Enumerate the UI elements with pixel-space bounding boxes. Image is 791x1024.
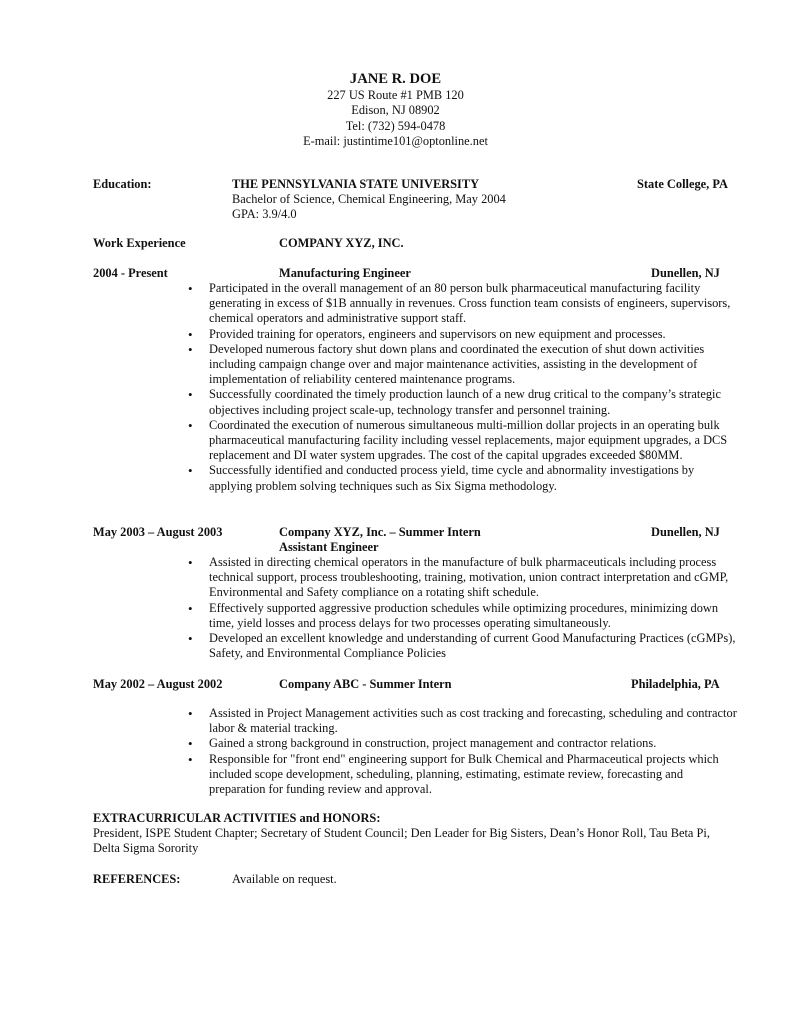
list-item: • Developed numerous factory shut down plans and coordinated the execution of shut down activities including campaign change over and major maintenance activities, assisting in the development of implementation of reliability centered maintenance programs. (209, 342, 739, 388)
list-item: • Coordinated the execution of numerous simultaneous multi-million dollar projects in an operating bulk pharmaceutical manufacturing facility including vessel replacements, major equipment upgrades, a DCS replacement and DI water system upgrades. The cost of the capital upgrades exceeded $80MM. (209, 418, 739, 464)
list-item: • Effectively supported aggressive production schedules while optimizing procedures, minimizing down time, yield losses and process delays for two processes operating simultaneously. (209, 601, 739, 631)
email: E-mail: justintime101@optonline.net (303, 134, 488, 149)
education-label: Education: (93, 177, 152, 191)
list-item: • Assisted in Project Management activities such as cost tracking and forecasting, scheduling and contractor labor & material tracking. (209, 706, 739, 736)
address-line-2: Edison, NJ 08902 (351, 103, 440, 118)
education-school: THE PENNSYLVANIA STATE UNIVERSITY (232, 177, 480, 191)
list-item: • Assisted in directing chemical operators in the manufacture of bulk pharmaceuticals including process technical support, process troubleshooting, training, motivation, union contract interpretation and cGMP, Environmental and Safety compliance on a rotating shift schedule. (209, 555, 739, 601)
job-2-bullets (209, 555, 739, 661)
list-item: • Provided training for operators, engineers and supervisors on new equipment and processes. (209, 327, 739, 342)
extracurricular-text: President, ISPE Student Chapter; Secretary of Student Council; Den Leader for Big Sisters, Dean’s Honor Roll, Tau Beta Pi, Delta Sigma Sorority (93, 826, 710, 856)
job-1-bullets (209, 281, 739, 494)
job-3-title: Company ABC - Summer Intern (279, 677, 452, 691)
list-item: • Successfully identified and conducted process yield, time cycle and abnormality investigations by applying problem solving techniques such as Six Sigma methodology. (209, 463, 739, 493)
job-2-location: Dunellen, NJ (651, 525, 720, 539)
job-1-location: Dunellen, NJ (651, 266, 720, 280)
job-1-title: Manufacturing Engineer (279, 266, 411, 280)
job-2-title: Company XYZ, Inc. – Summer Intern (279, 525, 481, 539)
address-line-1: 227 US Route #1 PMB 120 (327, 88, 464, 102)
list-item: • Developed an excellent knowledge and understanding of current Good Manufacturing Practices (cGMPs), Safety, and Environmental Compliance Policies (209, 631, 739, 661)
candidate-name: JANE R. DOE (349, 71, 442, 87)
education-gpa: GPA: 3.9/4.0 (232, 207, 297, 221)
job-3-location: Philadelphia, PA (631, 677, 720, 691)
job-3-dates: May 2002 – August 2002 (93, 677, 223, 691)
phone: Tel: (732) 594-0478 (345, 118, 446, 133)
references-label: REFERENCES: (93, 872, 181, 886)
work-company: COMPANY XYZ, INC. (279, 236, 404, 250)
job-2-dates: May 2003 – August 2003 (93, 525, 223, 539)
list-item: • Gained a strong background in construction, project management and contractor relations. (209, 736, 739, 751)
references-text: Available on request. (232, 872, 337, 886)
education-location: State College, PA (637, 177, 728, 191)
list-item: • Responsible for "front end" engineering support for Bulk Chemical and Pharmaceutical projects which included scope development, scheduling, planning, estimating, estimate review, forecasting and preparation for funding review and approval. (209, 752, 739, 798)
list-item: • Participated in the overall management of an 80 person bulk pharmaceutical manufacturing facility generating in excess of $1B annually in revenues. Cross function team consists of engineers, supervisors, chemical operators and administrative support staff. (209, 281, 739, 327)
extracurricular-label: EXTRACURRICULAR ACTIVITIES and HONORS: (93, 811, 381, 825)
work-label: Work Experience (93, 236, 186, 250)
education-degree: Bachelor of Science, Chemical Engineering, May 2004 (232, 192, 506, 206)
resume-header (0, 70, 791, 150)
job-2-subtitle: Assistant Engineer (279, 540, 379, 554)
job-1-dates: 2004 - Present (93, 266, 168, 280)
list-item: • Successfully coordinated the timely production launch of a new drug critical to the company’s strategic objectives including project scale-up, technology transfer and personnel training. (209, 387, 739, 417)
job-3-bullets (209, 706, 739, 797)
